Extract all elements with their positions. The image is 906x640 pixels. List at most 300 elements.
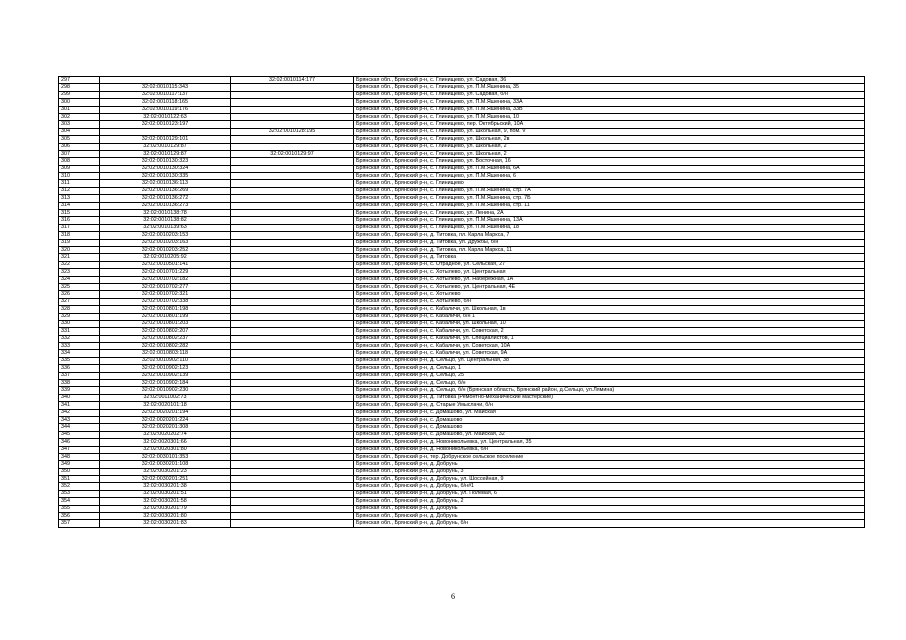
- row-number-cell: 351: [59, 476, 100, 483]
- cadastral-number-cell: 32:02:0010203:163: [100, 239, 231, 246]
- sub-cadastral-number-cell: [231, 328, 354, 335]
- cadastral-number-cell: 32:02:0010702:338: [100, 298, 231, 305]
- sub-cadastral-number-cell: [231, 254, 354, 261]
- sub-cadastral-number-cell: [231, 246, 354, 253]
- address-cell: Брянская обл., Брянский р-н, д. Добрунь, ул. Шоссейная, 9: [354, 476, 865, 483]
- cadastral-number-cell: 32:02:0010122:63: [100, 113, 231, 120]
- row-number-cell: 341: [59, 402, 100, 409]
- address-cell: Брянская обл., Брянский р-н, с. Домашово, ул. Майская, 32: [354, 431, 865, 438]
- address-cell: Брянская обл., Брянский р-н, д. Новоникольевка, ул. Центральная, 35: [354, 439, 865, 446]
- cadastral-number-cell: 32:02:0020201:194: [100, 409, 231, 416]
- table-row: [59, 306, 865, 313]
- address-cell: Брянская обл., Брянский р-н, д. Добрунь, б/н#1: [354, 483, 865, 490]
- table-row: [59, 409, 865, 416]
- table-row: [59, 239, 865, 246]
- row-number-cell: 357: [59, 520, 100, 527]
- cadastral-number-cell: 32:02:0020201:224: [100, 416, 231, 423]
- row-number-cell: 320: [59, 246, 100, 253]
- address-cell: Брянская обл., Брянский р-н, д. Добрунь, ул. Полевая, 6: [354, 490, 865, 497]
- cadastral-number-cell: 32:02:0010802:207: [100, 328, 231, 335]
- cadastral-number-cell: 32:02:0020301:66: [100, 439, 231, 446]
- cadastral-number-cell: 32:02:0010701:229: [100, 269, 231, 276]
- row-number-cell: 343: [59, 416, 100, 423]
- land-register-table: [58, 76, 865, 528]
- table-row: [59, 224, 865, 231]
- row-number-cell: 304: [59, 128, 100, 135]
- table-row: [59, 261, 865, 268]
- cadastral-number-cell: 32:02:0010801:199: [100, 313, 231, 320]
- row-number-cell: 324: [59, 276, 100, 283]
- sub-cadastral-number-cell: 32:02:0010128:195: [231, 128, 354, 135]
- table-row: [59, 84, 865, 91]
- sub-cadastral-number-cell: [231, 380, 354, 387]
- cadastral-number-cell: 32:02:0030201:38: [100, 483, 231, 490]
- table-row: [59, 121, 865, 128]
- table-row: [59, 490, 865, 497]
- table-row: [59, 328, 865, 335]
- cadastral-number-cell: 32:02:0030101:353: [100, 453, 231, 460]
- table-row: [59, 498, 865, 505]
- row-number-cell: 332: [59, 335, 100, 342]
- cadastral-number-cell: 32:02:0010702:321: [100, 291, 231, 298]
- cadastral-number-cell: 32:02:0010803:118: [100, 350, 231, 357]
- address-cell: Брянская обл., Брянский р-н, с. Глинищево, ул. П.М.Яшенина, 6: [354, 173, 865, 180]
- address-cell: Брянская обл., Брянский р-н, с. Глинищево, ул. П.М.Яшенина, 13А: [354, 217, 865, 224]
- sub-cadastral-number-cell: [231, 343, 354, 350]
- table-row: [59, 113, 865, 120]
- row-number-cell: 307: [59, 150, 100, 157]
- row-number-cell: 339: [59, 387, 100, 394]
- cadastral-number-cell: 32:02:0030201:251: [100, 476, 231, 483]
- sub-cadastral-number-cell: [231, 84, 354, 91]
- table-row: [59, 380, 865, 387]
- table-row: [59, 77, 865, 84]
- table-row: [59, 180, 865, 187]
- cadastral-number-cell: 32:02:0010118:165: [100, 99, 231, 106]
- table-row: [59, 453, 865, 460]
- table-row: [59, 187, 865, 194]
- sub-cadastral-number-cell: [231, 513, 354, 520]
- sub-cadastral-number-cell: [231, 505, 354, 512]
- table-row: [59, 520, 865, 527]
- sub-cadastral-number-cell: [231, 446, 354, 453]
- cadastral-number-cell: 32:02:0010115:343: [100, 84, 231, 91]
- row-number-cell: 319: [59, 239, 100, 246]
- address-cell: Брянская обл., Брянский р-н, с. Кабаличи, б/н 1: [354, 313, 865, 320]
- table-row: [59, 505, 865, 512]
- address-cell: Брянская обл., Брянский р-н, с. Кабаличи, ул. Советская, 2: [354, 328, 865, 335]
- sub-cadastral-number-cell: [231, 520, 354, 527]
- address-cell: Брянская обл., Брянский р-н, д. Сельцо, ул. Центральная, 38: [354, 357, 865, 364]
- sub-cadastral-number-cell: [231, 453, 354, 460]
- table-row: [59, 402, 865, 409]
- address-cell: Брянская обл., Брянский р-н, с. Глинищево, ул. П.М.Яшенина, стр. 7А: [354, 187, 865, 194]
- address-cell: Брянская обл., Брянский р-н, д. Титовка, пл. Карла Маркса, 7: [354, 232, 865, 239]
- address-cell: Брянская обл., Брянский р-н, с. Глинищево, ул. Восточная, 16: [354, 158, 865, 165]
- sub-cadastral-number-cell: [231, 335, 354, 342]
- row-number-cell: 336: [59, 365, 100, 372]
- sub-cadastral-number-cell: [231, 468, 354, 475]
- row-number-cell: 313: [59, 195, 100, 202]
- cadastral-number-cell: 32:02:0010138:78: [100, 210, 231, 217]
- table-row: [59, 106, 865, 113]
- row-number-cell: 302: [59, 113, 100, 120]
- cadastral-number-cell: 32:02:0010801:203: [100, 320, 231, 327]
- sub-cadastral-number-cell: [231, 180, 354, 187]
- table-row: [59, 431, 865, 438]
- address-cell: Брянская обл., Брянский р-н, д. Новоникольевка, б/н: [354, 446, 865, 453]
- cadastral-number-cell: 32:02:0030201:58: [100, 498, 231, 505]
- sub-cadastral-number-cell: [231, 195, 354, 202]
- table-row: [59, 461, 865, 468]
- address-cell: Брянская обл., Брянский р-н, с. Хотылево, ул. Набережная, 1А: [354, 276, 865, 283]
- cadastral-number-cell: 32:02:0010130:324: [100, 165, 231, 172]
- row-number-cell: 346: [59, 439, 100, 446]
- sub-cadastral-number-cell: [231, 202, 354, 209]
- address-cell: Брянская обл., Брянский р-н, с. Глинищево, ул. Школьная, 9, пом. V: [354, 128, 865, 135]
- address-cell: Брянская обл., Брянский р-н, д. Титовка, пл. Карла Маркса, 11: [354, 246, 865, 253]
- cadastral-number-cell: 32:02:0010136:113: [100, 180, 231, 187]
- table-row: [59, 372, 865, 379]
- sub-cadastral-number-cell: [231, 99, 354, 106]
- cadastral-number-cell: 32:02:0010902:139: [100, 372, 231, 379]
- cadastral-number-cell: 32:02:0010802:237: [100, 335, 231, 342]
- table-row: [59, 276, 865, 283]
- row-number-cell: 328: [59, 306, 100, 313]
- sub-cadastral-number-cell: [231, 490, 354, 497]
- row-number-cell: 318: [59, 232, 100, 239]
- row-number-cell: 312: [59, 187, 100, 194]
- cadastral-number-cell: 32:02:0010702:182: [100, 276, 231, 283]
- row-number-cell: 322: [59, 261, 100, 268]
- row-number-cell: 301: [59, 106, 100, 113]
- table-row: [59, 99, 865, 106]
- address-cell: Брянская обл., Брянский р-н, с. Домашово: [354, 424, 865, 431]
- sub-cadastral-number-cell: [231, 283, 354, 290]
- sub-cadastral-number-cell: [231, 232, 354, 239]
- table-row: [59, 173, 865, 180]
- cadastral-number-cell: 32:02:0010136:269: [100, 187, 231, 194]
- table-row: [59, 446, 865, 453]
- cadastral-number-cell: 32:02:0010802:282: [100, 343, 231, 350]
- address-cell: Брянская обл., Брянский р-н, д. Добрунь, 3: [354, 468, 865, 475]
- sub-cadastral-number-cell: [231, 394, 354, 401]
- table-row: [59, 365, 865, 372]
- row-number-cell: 334: [59, 350, 100, 357]
- table-row: [59, 513, 865, 520]
- sub-cadastral-number-cell: [231, 306, 354, 313]
- table-row: [59, 394, 865, 401]
- sub-cadastral-number-cell: [231, 320, 354, 327]
- cadastral-number-cell: 32:02:0010119:176: [100, 106, 231, 113]
- cadastral-number-cell: 32:02:0010203:252: [100, 246, 231, 253]
- address-cell: Брянская обл., Брянский р-н, с. Кабаличи, ул. Советская, 10А: [354, 343, 865, 350]
- row-number-cell: 323: [59, 269, 100, 276]
- row-number-cell: 340: [59, 394, 100, 401]
- address-cell: Брянская обл., Брянский р-н, с. Отрадное, ул. Сельская, 27: [354, 261, 865, 268]
- sub-cadastral-number-cell: [231, 173, 354, 180]
- cadastral-number-cell: 32:02:0030201:80: [100, 513, 231, 520]
- table-row: [59, 291, 865, 298]
- sub-cadastral-number-cell: [231, 291, 354, 298]
- sub-cadastral-number-cell: [231, 402, 354, 409]
- cadastral-number-cell: 32:02:0020201:308: [100, 424, 231, 431]
- sub-cadastral-number-cell: [231, 187, 354, 194]
- address-cell: Брянская обл., Брянский р-н, д. Добрунь: [354, 505, 865, 512]
- table-row: [59, 476, 865, 483]
- address-cell: Брянская обл., Брянский р-н, д. Титовка (Ремонтно-механические мастерские): [354, 394, 865, 401]
- address-cell: Брянская обл., Брянский р-н, с. Кабаличи, ул. Советская, 9А: [354, 350, 865, 357]
- sub-cadastral-number-cell: [231, 239, 354, 246]
- row-number-cell: 350: [59, 468, 100, 475]
- cadastral-number-cell: 32:02:0010205:92: [100, 254, 231, 261]
- cadastral-number-cell: 32:02:0010902:123: [100, 365, 231, 372]
- row-number-cell: 310: [59, 173, 100, 180]
- cadastral-number-cell: [100, 128, 231, 135]
- table-row: [59, 232, 865, 239]
- table-row: [59, 320, 865, 327]
- sub-cadastral-number-cell: [231, 136, 354, 143]
- table-row: [59, 195, 865, 202]
- cadastral-number-cell: 32:02:0030201:108: [100, 461, 231, 468]
- address-cell: Брянская обл., Брянский р-н, д. Сельцо, 1: [354, 365, 865, 372]
- table-row: [59, 416, 865, 423]
- cadastral-number-cell: 32:02:0030201:79: [100, 505, 231, 512]
- cadastral-number-cell: 32:02:0010129:101: [100, 136, 231, 143]
- address-cell: Брянская обл., Брянский р-н, д. Добрунь: [354, 513, 865, 520]
- address-cell: Брянская обл., Брянский р-н, д. Добрунь: [354, 461, 865, 468]
- row-number-cell: 308: [59, 158, 100, 165]
- row-number-cell: 333: [59, 343, 100, 350]
- address-cell: Брянская обл., Брянский р-н, с. Глинищево, ул. П.М.Яшенина, стр. 7Б: [354, 195, 865, 202]
- address-cell: Брянская обл., Брянский р-н, с. Глинищево, ул. Садовая, б/н: [354, 91, 865, 98]
- sub-cadastral-number-cell: [231, 165, 354, 172]
- address-cell: Брянская обл., Брянский р-н, с. Глинищево, пер. Октябрьский, 10А: [354, 121, 865, 128]
- address-cell: Брянская обл., Брянский р-н, с. Глинищево, ул. Школьная, 2: [354, 150, 865, 157]
- address-cell: Брянская обл., Брянский р-н, д. Сельцо, 25: [354, 372, 865, 379]
- address-cell: Брянская обл., Брянский р-н, д. Старые Умыслачи, б/н: [354, 402, 865, 409]
- row-number-cell: 303: [59, 121, 100, 128]
- row-number-cell: 306: [59, 143, 100, 150]
- address-cell: Брянская обл., Брянский р-н, д. Титовка, ул. Дружбы, б/н: [354, 239, 865, 246]
- cadastral-number-cell: 32:02:0011002:73: [100, 394, 231, 401]
- sub-cadastral-number-cell: [231, 298, 354, 305]
- cadastral-number-cell: 32:02:0010136:273: [100, 202, 231, 209]
- table-row: [59, 217, 865, 224]
- cadastral-number-cell: 32:02:0010501:141: [100, 261, 231, 268]
- row-number-cell: 330: [59, 320, 100, 327]
- row-number-cell: 325: [59, 283, 100, 290]
- address-cell: Брянская обл., Брянский р-н, с. Глинищево, ул. П.М.Яшенина, 10: [354, 113, 865, 120]
- row-number-cell: 326: [59, 291, 100, 298]
- row-number-cell: 348: [59, 453, 100, 460]
- address-cell: Брянская обл., Брянский р-н, с. Глинищево, ул. Ленина, 2А: [354, 210, 865, 217]
- table-row: [59, 387, 865, 394]
- row-number-cell: 338: [59, 380, 100, 387]
- table-row: [59, 143, 865, 150]
- table-row: [59, 91, 865, 98]
- table-row: [59, 298, 865, 305]
- cadastral-number-cell: 32:02:0010902:230: [100, 387, 231, 394]
- row-number-cell: 309: [59, 165, 100, 172]
- cadastral-number-cell: 32:02:0010130:323: [100, 158, 231, 165]
- address-cell: Брянская обл., Брянский р-н, с. Глинищево, ул. Школьная, 2в: [354, 136, 865, 143]
- cadastral-number-cell: 32:02:0010138:82: [100, 217, 231, 224]
- row-number-cell: 311: [59, 180, 100, 187]
- address-cell: Брянская обл., Брянский р-н, д. Сельцо, б/н: [354, 380, 865, 387]
- sub-cadastral-number-cell: [231, 498, 354, 505]
- address-cell: Брянская обл., Брянский р-н, д. Добрунь, б/н: [354, 520, 865, 527]
- row-number-cell: 298: [59, 84, 100, 91]
- cadastral-number-cell: 32:02:0010117:137: [100, 91, 231, 98]
- row-number-cell: 354: [59, 498, 100, 505]
- table-row: [59, 468, 865, 475]
- table-row: [59, 335, 865, 342]
- table-row: [59, 158, 865, 165]
- sub-cadastral-number-cell: [231, 91, 354, 98]
- cadastral-number-cell: 32:02:0030201:23: [100, 468, 231, 475]
- table-row: [59, 210, 865, 217]
- address-cell: Брянская обл., Брянский р-н, с. Хотылево: [354, 291, 865, 298]
- address-cell: Брянская обл., Брянский р-н, с. Глинищево, ул. П.М.Яшенина, стр. 11: [354, 202, 865, 209]
- sub-cadastral-number-cell: [231, 350, 354, 357]
- cadastral-number-cell: 32:02:0010801:198: [100, 306, 231, 313]
- address-cell: Брянская обл., Брянский р-н, с. Глинищево, ул. П.М.Яшенина, 33А: [354, 99, 865, 106]
- sub-cadastral-number-cell: [231, 365, 354, 372]
- cadastral-number-cell: 32:02:0020101:18: [100, 402, 231, 409]
- sub-cadastral-number-cell: [231, 424, 354, 431]
- table-row: [59, 136, 865, 143]
- table-row: [59, 128, 865, 135]
- sub-cadastral-number-cell: [231, 143, 354, 150]
- cadastral-number-cell: 32:02:0010123:197: [100, 121, 231, 128]
- row-number-cell: 329: [59, 313, 100, 320]
- address-cell: Брянская обл., Брянский р-н, с. Глинищево, ул. П.М.Яшенина, 35: [354, 84, 865, 91]
- address-cell: Брянская обл., Брянский р-н, с. Кабаличи, ул. Школьная, 1в: [354, 306, 865, 313]
- table-row: [59, 483, 865, 490]
- sub-cadastral-number-cell: [231, 224, 354, 231]
- sub-cadastral-number-cell: [231, 106, 354, 113]
- row-number-cell: 314: [59, 202, 100, 209]
- address-cell: Брянская обл., Брянский р-н, тер. Добрунское сельское поселение: [354, 453, 865, 460]
- row-number-cell: 355: [59, 505, 100, 512]
- cadastral-number-cell: 32:02:0010203:153: [100, 232, 231, 239]
- cadastral-number-cell: 32:02:0010702:277: [100, 283, 231, 290]
- table-row: [59, 254, 865, 261]
- table-row: [59, 343, 865, 350]
- sub-cadastral-number-cell: [231, 357, 354, 364]
- sub-cadastral-number-cell: [231, 372, 354, 379]
- table-row: [59, 313, 865, 320]
- cadastral-number-cell: 32:02:0010129:87: [100, 150, 231, 157]
- cadastral-number-cell: 32:02:0010129:87: [100, 143, 231, 150]
- address-cell: Брянская обл., Брянский р-н, с. Глинищево, ул. П.М.Яшенина, 18: [354, 224, 865, 231]
- table-row: [59, 246, 865, 253]
- sub-cadastral-number-cell: [231, 439, 354, 446]
- sub-cadastral-number-cell: [231, 431, 354, 438]
- sub-cadastral-number-cell: [231, 313, 354, 320]
- cadastral-number-cell: 32:02:0020202:74: [100, 431, 231, 438]
- cadastral-number-cell: 32:02:0010136:272: [100, 195, 231, 202]
- sub-cadastral-number-cell: [231, 158, 354, 165]
- address-cell: Брянская обл., Брянский р-н, с. Кабаличи, ул. Школьная, 10: [354, 320, 865, 327]
- table-row: [59, 150, 865, 157]
- row-number-cell: 321: [59, 254, 100, 261]
- sub-cadastral-number-cell: [231, 409, 354, 416]
- address-cell: Брянская обл., Брянский р-н, д. Добрунь, 2: [354, 498, 865, 505]
- sub-cadastral-number-cell: [231, 269, 354, 276]
- address-cell: Брянская обл., Брянский р-н, д. Титовка: [354, 254, 865, 261]
- sub-cadastral-number-cell: [231, 416, 354, 423]
- row-number-cell: 299: [59, 91, 100, 98]
- table-row: [59, 283, 865, 290]
- sub-cadastral-number-cell: [231, 210, 354, 217]
- table-row: [59, 357, 865, 364]
- sub-cadastral-number-cell: [231, 113, 354, 120]
- address-cell: Брянская обл., Брянский р-н, с. Глинищево, ул. Садовая, 36: [354, 77, 865, 84]
- row-number-cell: 347: [59, 446, 100, 453]
- address-cell: Брянская обл., Брянский р-н, с. Кабаличи, ул. Специалистов, 1: [354, 335, 865, 342]
- sub-cadastral-number-cell: [231, 476, 354, 483]
- cadastral-number-cell: 32:02:0010902:184: [100, 380, 231, 387]
- row-number-cell: 331: [59, 328, 100, 335]
- address-cell: Брянская обл., Брянский р-н, с. Домашово, ул. Майская: [354, 409, 865, 416]
- sub-cadastral-number-cell: 32:02:0010129:97: [231, 150, 354, 157]
- address-cell: Брянская обл., Брянский р-н, с. Хотылево, ул. Центральная: [354, 269, 865, 276]
- sub-cadastral-number-cell: [231, 121, 354, 128]
- row-number-cell: 297: [59, 77, 100, 84]
- address-cell: Брянская обл., Брянский р-н, с. Хотылево, б/н: [354, 298, 865, 305]
- address-cell: Брянская обл., Брянский р-н, с. Хотылево, ул. Центральная, 4Е: [354, 283, 865, 290]
- table-row: [59, 350, 865, 357]
- row-number-cell: 337: [59, 372, 100, 379]
- row-number-cell: 317: [59, 224, 100, 231]
- row-number-cell: 300: [59, 99, 100, 106]
- row-number-cell: 356: [59, 513, 100, 520]
- sub-cadastral-number-cell: [231, 461, 354, 468]
- cadastral-number-cell: 32:02:0010130:335: [100, 173, 231, 180]
- row-number-cell: 335: [59, 357, 100, 364]
- sub-cadastral-number-cell: 32:02:0010114:177: [231, 77, 354, 84]
- row-number-cell: 345: [59, 431, 100, 438]
- table-body: [59, 77, 865, 528]
- address-cell: Брянская обл., Брянский р-н, с. Глинищево, ул. П.М.Яшенина, 6А: [354, 165, 865, 172]
- sub-cadastral-number-cell: [231, 261, 354, 268]
- cadastral-number-cell: 32:02:0020301:80: [100, 446, 231, 453]
- address-cell: Брянская обл., Брянский р-н, с. Глинищево, ул. П.М.Яшенина, 33В: [354, 106, 865, 113]
- row-number-cell: 305: [59, 136, 100, 143]
- table-row: [59, 269, 865, 276]
- sub-cadastral-number-cell: [231, 217, 354, 224]
- row-number-cell: 344: [59, 424, 100, 431]
- address-cell: Брянская обл., Брянский р-н, с. Домашово: [354, 416, 865, 423]
- row-number-cell: 352: [59, 483, 100, 490]
- sub-cadastral-number-cell: [231, 276, 354, 283]
- page-number: 6: [451, 592, 455, 601]
- sub-cadastral-number-cell: [231, 483, 354, 490]
- table-row: [59, 202, 865, 209]
- cadastral-number-cell: 32:02:0030201:51: [100, 490, 231, 497]
- cadastral-number-cell: 32:02:0010902:110: [100, 357, 231, 364]
- row-number-cell: 349: [59, 461, 100, 468]
- cadastral-number-cell: 32:02:0010139:63: [100, 224, 231, 231]
- address-cell: Брянская обл., Брянский р-н, с. Глинищево: [354, 180, 865, 187]
- row-number-cell: 316: [59, 217, 100, 224]
- row-number-cell: 327: [59, 298, 100, 305]
- table-row: [59, 165, 865, 172]
- table-row: [59, 424, 865, 431]
- cadastral-number-cell: [100, 77, 231, 84]
